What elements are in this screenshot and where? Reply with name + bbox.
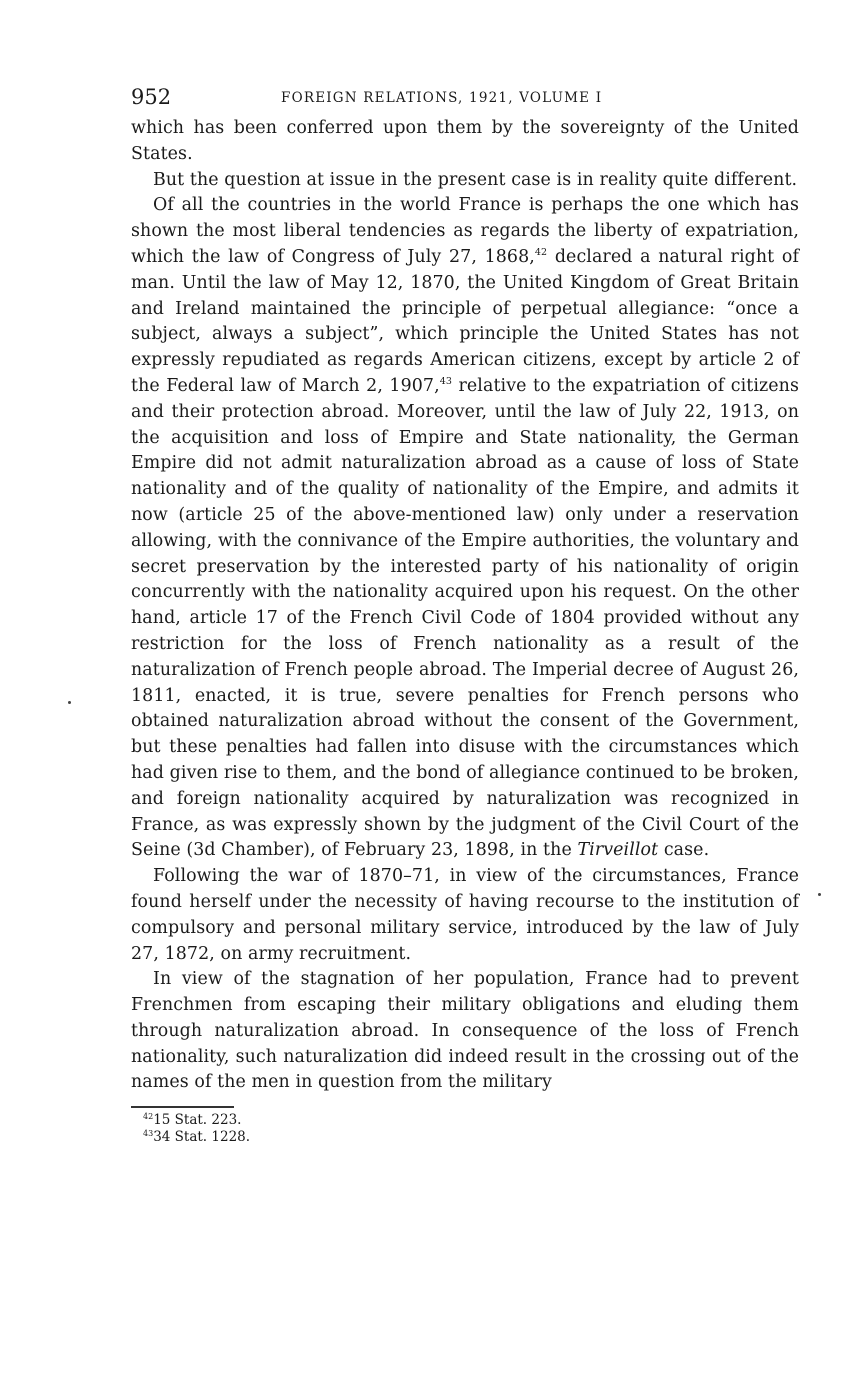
paragraph bbox=[131, 116, 799, 168]
paragraph bbox=[131, 168, 799, 194]
paragraph bbox=[131, 193, 799, 864]
text-run: case. bbox=[658, 840, 710, 861]
footnote-text: 15 Stat. 223. bbox=[153, 1112, 242, 1129]
body-text bbox=[131, 116, 799, 1096]
document-page bbox=[131, 84, 799, 1146]
text-run: But the question at issue in the present case is in reality quite different. bbox=[153, 169, 798, 190]
footnote bbox=[143, 1112, 799, 1129]
text-run: Of all the countries in the world France is perhaps the one which has shown the most liberal tendencies as regards the liberty of expatriation, which the law of Congress of July 27, 1868, bbox=[131, 195, 799, 267]
running-title: FOREIGN RELATIONS, 1921, VOLUME I bbox=[281, 90, 603, 106]
scan-speck bbox=[68, 701, 71, 704]
text-run: In view of the stagnation of her population, France had to prevent Frenchmen from escaping their military obligations and eluding them through naturalization abroad. In consequence of the loss of French nationality, such naturalization did indeed result in the crossing out of the names of the men in question from the military bbox=[131, 969, 799, 1093]
page-number: 952 bbox=[131, 85, 172, 109]
footnote-marker: 42 bbox=[143, 1112, 154, 1122]
text-run: which has been conferred upon them by the sovereignty of the United States. bbox=[131, 118, 799, 164]
footnote-reference: 43 bbox=[439, 375, 453, 387]
text-run: relative to the expatriation of citizens and their protection abroad. Moreover, until the law of July 22, 1913, on the acquisition and loss of Empire and State nationality, the German Empire did not admit naturalization abroad as a cause of loss of State nationality and of the quality of nationality of the Empire, and admits it now (article 25 of the above-mentioned law) only under a reservation allowing, with the connivance of the Empire authorities, the voluntary and secret preservation by the interested party of his nationality of origin concurrently with the nationality acquired upon his request. On the other hand, article 17 of the French Civil Code of 1804 provided without any restriction for the loss of French nationality as a result of the naturalization of French people abroad. The Imperial decree of August 26, 1811, enacted, it is true, severe penalties for French persons who obtained naturalization abroad without the consent of the Government, but these penalties had fallen into disuse with the circumstances which had given rise to them, and the bond of allegiance continued to be broken, and foreign nationality acquired by naturalization was recognized in France, as was expressly shown by the judgment of the Civil Court of the Seine (3d Chamber), of February 23, 1898, in the bbox=[131, 375, 799, 861]
running-head bbox=[131, 84, 799, 116]
footnotes bbox=[131, 1112, 799, 1146]
text-run: declared a natural right of man. Until the law of May 12, 1870, the United Kingdom of Great Britain and Ireland maintained the principle of perpetual allegiance: “once a subject, always a subject”, which principle the United States has not expressly repudiated as regards American citizens, except by article 2 of the Federal law of March 2, 1907, bbox=[131, 246, 799, 396]
footnote-divider bbox=[131, 1106, 234, 1108]
paragraph bbox=[131, 967, 799, 1096]
footnote bbox=[143, 1129, 799, 1146]
footnote-text: 34 Stat. 1228. bbox=[153, 1129, 251, 1146]
italic-case-name: Tirveillot bbox=[577, 840, 659, 861]
footnote-marker: 43 bbox=[143, 1129, 154, 1139]
scan-speck bbox=[818, 893, 821, 896]
footnote-reference: 42 bbox=[534, 246, 548, 258]
text-run: Following the war of 1870–71, in view of the circumstances, France found herself under the necessity of having recourse to the institution of compulsory and personal military service, introduced by the law of July 27, 1872, on army recruitment. bbox=[131, 866, 799, 964]
paragraph bbox=[131, 864, 799, 967]
